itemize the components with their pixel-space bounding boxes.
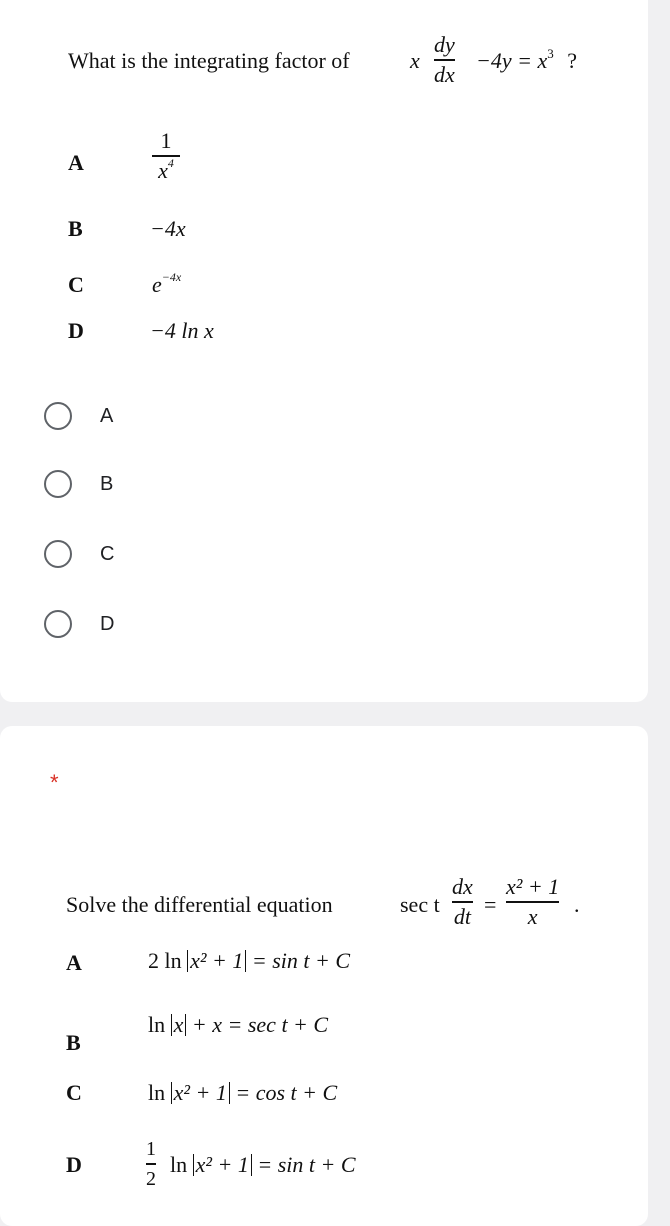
fraction-denominator: x — [527, 903, 538, 929]
radio-option-d[interactable] — [44, 610, 114, 638]
radio-label: A — [100, 404, 114, 427]
fraction-denominator: 2 — [146, 1167, 156, 1190]
option-d-math: −4 ln x — [150, 318, 214, 343]
expr-prefix: 2 ln — [148, 948, 182, 973]
question-1-lhs-var: x — [410, 48, 420, 73]
expr-suffix: = sin t + C — [257, 1152, 356, 1177]
option-d-letter: D — [66, 1152, 82, 1177]
absolute-value: x² + 1 — [187, 950, 246, 972]
option-c-math — [148, 1080, 337, 1106]
option-d-letter: D — [68, 318, 84, 343]
equals-sign: = — [484, 892, 497, 917]
question-1-derivative — [434, 32, 455, 88]
option-d-math — [170, 1152, 356, 1178]
option-b-letter: B — [66, 1030, 81, 1055]
fraction-denominator: dt — [453, 903, 471, 929]
required-asterisk: * — [50, 770, 59, 795]
radio-label: C — [100, 542, 115, 565]
denominator-exponent: 4 — [167, 155, 174, 170]
option-a-math — [152, 128, 180, 187]
fraction-bar — [506, 901, 559, 903]
absolute-value: x² + 1 — [193, 1154, 252, 1176]
radio-circle[interactable] — [44, 402, 72, 430]
fraction-bar — [434, 59, 455, 61]
radio-option-c[interactable] — [44, 540, 114, 568]
fraction-numerator: dy — [434, 32, 455, 57]
question-2-sec: sec t — [400, 892, 440, 917]
fraction-numerator: dx — [452, 874, 473, 899]
option-a-letter: A — [68, 150, 84, 175]
expr-suffix: + x = sec t + C — [191, 1012, 329, 1037]
option-b-math — [148, 1012, 328, 1038]
equation-exponent: 3 — [547, 46, 554, 61]
fraction-denominator: dx — [434, 61, 455, 87]
absolute-value: x — [171, 1014, 187, 1036]
question-2-rhs — [506, 874, 559, 930]
question-1-prefix: What is the integrating factor of — [68, 48, 350, 73]
option-d-half — [146, 1136, 156, 1192]
expr-suffix: = sin t + C — [251, 948, 350, 973]
exp-power: −4x — [161, 270, 182, 284]
expr-suffix: = cos t + C — [235, 1080, 338, 1105]
radio-label: D — [100, 612, 115, 635]
option-c-math — [152, 272, 181, 298]
expr-prefix: ln — [170, 1152, 188, 1177]
fraction-bar — [152, 155, 180, 157]
radio-circle[interactable] — [44, 470, 72, 498]
radio-option-a[interactable] — [44, 402, 113, 430]
radio-label: B — [100, 472, 114, 495]
option-b-letter: B — [68, 216, 83, 241]
option-c-letter: C — [66, 1080, 82, 1105]
question-2-derivative — [452, 874, 473, 930]
question-1-equation-rest — [476, 48, 577, 74]
option-a-letter: A — [66, 950, 82, 975]
radio-circle[interactable] — [44, 610, 72, 638]
fraction-numerator: x² + 1 — [506, 874, 560, 899]
fraction-numerator: 1 — [146, 1138, 156, 1160]
radio-option-b[interactable] — [44, 470, 113, 498]
radio-circle[interactable] — [44, 540, 72, 568]
fraction-bar — [146, 1163, 156, 1165]
exp-base: e — [152, 272, 162, 297]
question-card-2 — [0, 726, 648, 1226]
fraction-numerator: 1 — [160, 128, 172, 153]
question-mark: ? — [567, 48, 577, 73]
option-a-math — [148, 948, 350, 974]
option-b-math: −4x — [150, 216, 186, 241]
expr-prefix: ln — [148, 1012, 166, 1037]
question-2-period: . — [574, 892, 580, 917]
equation-middle: −4y = x — [476, 48, 548, 73]
fraction-bar — [452, 901, 473, 903]
absolute-value: x² + 1 — [171, 1082, 230, 1104]
question-2-prefix: Solve the differential equation — [66, 892, 333, 917]
fraction-denominator: x — [158, 157, 168, 183]
expr-prefix: ln — [148, 1080, 166, 1105]
option-c-letter: C — [68, 272, 84, 297]
